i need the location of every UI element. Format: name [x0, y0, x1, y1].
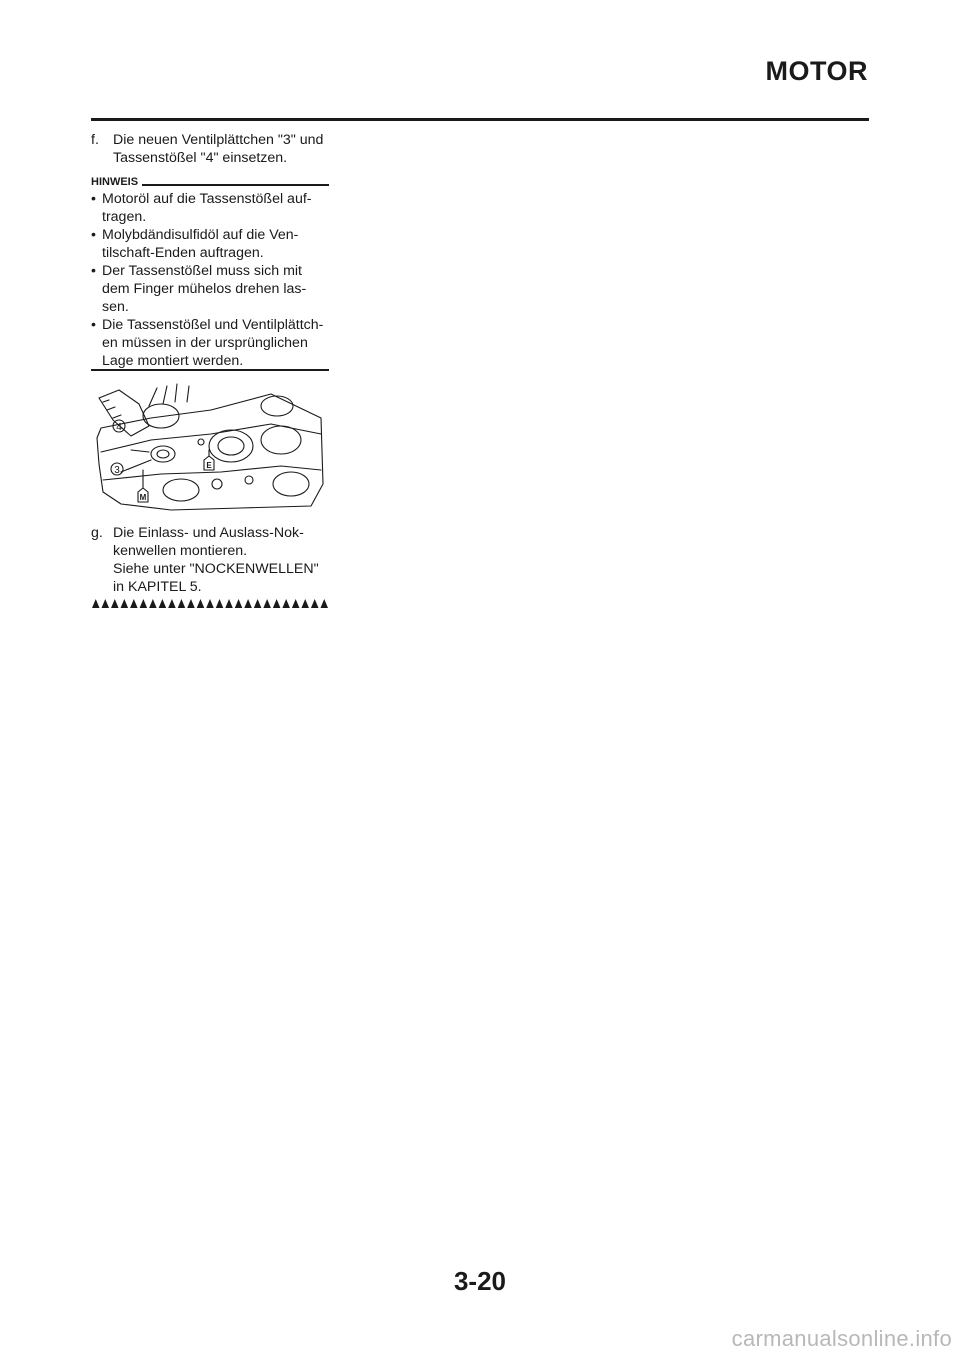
end-triangle-mark	[263, 599, 271, 608]
list-item-line: • Molybdändisulfidöl auf die Ven-	[102, 227, 299, 243]
list-item-line: tragen.	[102, 209, 147, 225]
callout-label: 3	[114, 465, 120, 476]
step-letter: f.	[91, 132, 99, 148]
leader-line	[121, 450, 151, 472]
note-list	[91, 190, 336, 370]
end-triangle-mark	[187, 599, 195, 608]
list-item-line: en müssen in der ursprünglichen	[102, 335, 308, 351]
header-rule	[91, 118, 869, 121]
head-edge	[101, 424, 321, 452]
step-line: Die neuen Ventilplättchen "3" und	[113, 132, 324, 148]
callout-label: 4	[116, 422, 122, 433]
list-item	[91, 190, 336, 226]
list-item	[91, 316, 336, 370]
list-item	[91, 226, 336, 262]
list-item-line: Lage montiert werden.	[102, 353, 244, 369]
step-f	[91, 131, 336, 167]
note-end-rule	[91, 369, 329, 371]
list-item-line: • Motoröl auf die Tassenstößel auf-	[102, 191, 312, 207]
end-triangle-mark	[111, 599, 119, 608]
step-line: Siehe unter "NOCKENWELLEN"	[113, 561, 319, 577]
step-g	[91, 524, 336, 596]
end-triangle-mark	[140, 599, 148, 608]
page-title: MOTOR	[765, 56, 868, 86]
end-triangle-mark	[235, 599, 243, 608]
end-triangle-mark	[244, 599, 252, 608]
shim	[157, 450, 169, 458]
hatch-lines	[149, 384, 189, 406]
watermark: carmanualsonline.info	[731, 1326, 952, 1351]
step-line: Die Einlass- und Auslass-Nok-	[113, 525, 304, 541]
end-triangle-mark	[121, 599, 129, 608]
end-triangle-mark	[254, 599, 262, 608]
step-line: Tassenstößel "4" einsetzen.	[113, 150, 288, 166]
end-triangle-mark	[292, 599, 300, 608]
note-label: HINWEIS	[91, 176, 142, 189]
oil-symbol-label: E	[206, 461, 212, 470]
end-triangle-mark	[301, 599, 309, 608]
note-header	[91, 176, 329, 190]
end-triangle-mark	[206, 599, 214, 608]
list-item-line: tilschaft-Enden auftragen.	[102, 245, 264, 261]
step-line: in KAPITEL 5.	[113, 579, 202, 595]
procedure-end-marks	[91, 598, 329, 608]
end-triangle-mark	[197, 599, 205, 608]
end-triangle-mark	[102, 599, 110, 608]
end-triangle-mark	[282, 599, 290, 608]
bolt-hole	[198, 439, 204, 445]
end-triangle-mark	[311, 599, 319, 608]
list-item	[91, 262, 336, 316]
bolt-hole	[245, 476, 253, 484]
end-triangle-mark	[225, 599, 233, 608]
bore	[261, 426, 301, 454]
end-triangle-mark	[178, 599, 186, 608]
bore	[273, 472, 309, 496]
end-triangle-mark	[273, 599, 281, 608]
list-item-line: sen.	[102, 299, 129, 315]
list-item-line: dem Finger mühelos drehen las-	[102, 281, 307, 297]
step-line: kenwellen montieren.	[113, 543, 248, 559]
end-triangle-mark	[149, 599, 157, 608]
bolt-hole	[212, 479, 222, 489]
end-triangle-mark	[159, 599, 167, 608]
moly-symbol-label: M	[139, 493, 147, 502]
list-item-line: • Der Tassenstößel muss sich mit	[102, 263, 302, 279]
list-item-line: • Die Tassenstößel und Ventilplättch-	[102, 317, 324, 333]
end-triangle-mark	[168, 599, 176, 608]
bore	[143, 404, 179, 428]
bore	[261, 396, 293, 416]
lifter	[151, 446, 175, 462]
valve-lifter-illustration	[91, 380, 329, 512]
step-letter: g.	[91, 525, 103, 541]
page-number: 3-20	[453, 1266, 507, 1296]
bore-inner	[218, 437, 244, 455]
end-triangle-mark	[130, 599, 138, 608]
end-triangle-mark	[92, 599, 100, 608]
end-triangle-mark	[216, 599, 224, 608]
bore	[163, 479, 199, 501]
bore	[209, 430, 253, 462]
end-triangle-mark	[320, 599, 328, 608]
